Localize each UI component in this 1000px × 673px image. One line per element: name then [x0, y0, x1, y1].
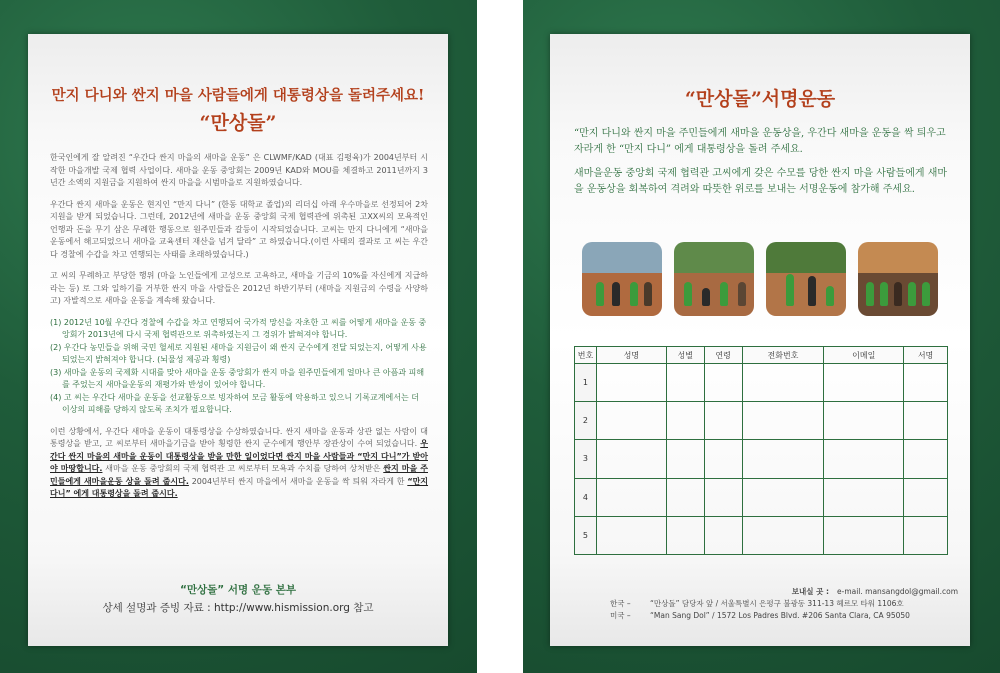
paragraph-1: 한국인에게 잘 알려진 “우간다 싼지 마을의 새마을 운동” 은 CLWMF/KAD (대표 김평육)가 2004년부터 시작한 마을개발 국제 협력 사업이다. 새마을 운동 중앙회는 2009년 KAD와 MOU를 체결하고 2011년까지 3년간 소액의 지원금을 지원하여 싼지 마을을 시범마을로 지원하였습니다.: [50, 153, 428, 187]
flyer-subtitle: “만상돌”: [199, 112, 277, 134]
petition-title: “만상돌”서명운동: [684, 88, 836, 110]
signature-cell[interactable]: [904, 364, 948, 402]
signature-cell[interactable]: [904, 440, 948, 478]
right-page-background: [523, 0, 1000, 673]
table-row: [575, 364, 948, 402]
table-header-row: [575, 347, 948, 364]
village-photo-4: [858, 242, 938, 316]
signature-cell[interactable]: [904, 516, 948, 554]
left-page-background: [0, 0, 477, 673]
age-cell[interactable]: [704, 440, 742, 478]
closing-bold-2: 싼지 마을 주민들에게 새마을운동 상을 돌려 줍시다.: [50, 464, 428, 486]
phone-cell[interactable]: [742, 478, 824, 516]
demand-item-4: (4) 고 씨는 우간다 새마을 운동을 선교활동으로 빙자하여 모금 활동에 악용하고 있으니 기록교계에서는 더 이상의 피해를 당하지 않도록 조치가 필요합니다.: [50, 392, 419, 414]
age-cell[interactable]: [704, 364, 742, 402]
age-cell[interactable]: [704, 478, 742, 516]
header-email: 이메일: [824, 347, 904, 364]
village-photo-1: [582, 242, 662, 316]
photo-strip: [582, 242, 938, 316]
gender-cell[interactable]: [666, 516, 704, 554]
header-phone: 전화번호: [742, 347, 824, 364]
flyer-body: [50, 152, 428, 510]
name-cell[interactable]: [596, 402, 666, 440]
table-row: [575, 478, 948, 516]
email-cell[interactable]: [824, 516, 904, 554]
closing-paragraph: [50, 426, 428, 501]
petition-intro: [574, 126, 952, 206]
age-cell[interactable]: [704, 516, 742, 554]
usa-label: 미국 –: [610, 611, 631, 620]
header-gender: 성별: [666, 347, 704, 364]
demand-item-1: (1) 2012년 10월 우간다 경찰에 수갑을 차고 연행되어 국가적 망신을 자초한 고 씨를 어떻게 새마을 운동 중앙회가 2013년에 다시 국제 협력관으로 위촉하였는지 그 경위가 밝혀져야 합니다.: [50, 317, 427, 339]
village-photo-3: [766, 242, 846, 316]
phone-cell[interactable]: [742, 364, 824, 402]
gender-cell[interactable]: [666, 478, 704, 516]
age-cell[interactable]: [704, 402, 742, 440]
phone-cell[interactable]: [742, 516, 824, 554]
right-petition-sheet: [550, 34, 970, 646]
table-row: [575, 440, 948, 478]
mailing-info: [610, 586, 958, 622]
row-number: 1: [575, 364, 597, 402]
table-row: [575, 402, 948, 440]
korea-line: [610, 598, 958, 610]
row-number: 4: [575, 478, 597, 516]
demand-item-2: (2) 우간다 농민들을 위해 국민 혈세로 지원된 새마을 지원금이 왜 싼지 군수에게 전달 되었는지, 어떻게 사용되었는지 밝혀져야 합니다. (뇌물성 제공과 횡령): [50, 342, 427, 364]
header-age: 연령: [704, 347, 742, 364]
reference-link-text: 상세 설명과 증빙 자료 : http://www.hismission.org 참고: [102, 602, 374, 614]
signature-cell[interactable]: [904, 402, 948, 440]
gender-cell[interactable]: [666, 402, 704, 440]
header-name: 성명: [596, 347, 666, 364]
name-cell[interactable]: [596, 478, 666, 516]
campaign-org: “만상돌” 서명 운동 본부: [179, 584, 297, 596]
name-cell[interactable]: [596, 440, 666, 478]
closing-year: 2004년부터 싼지 마을에서 새마을 운동을 싹 틔워 자라게 한: [191, 476, 405, 486]
closing-mid: 새마을 운동 중앙회의 국제 협력관 고 씨로부터 모욕과 수치를 당하여 상처받은: [105, 464, 381, 473]
signature-cell[interactable]: [904, 478, 948, 516]
village-photo-2: [674, 242, 754, 316]
flyer-headline: 만지 다니와 싼지 마을 사람들에게 대통령상을 돌려주세요!: [51, 87, 425, 104]
name-cell[interactable]: [596, 364, 666, 402]
demands-list: [50, 317, 428, 417]
left-flyer-sheet: [28, 34, 448, 646]
phone-cell[interactable]: [742, 402, 824, 440]
email-cell[interactable]: [824, 402, 904, 440]
gender-cell[interactable]: [666, 440, 704, 478]
table-row: [575, 516, 948, 554]
name-cell[interactable]: [596, 516, 666, 554]
send-label: 보내실 곳 :: [791, 587, 829, 596]
closing-intro: 이런 상황에서, 우간다 새마을 운동이 대통령상을 수상하였습니다. 싼지 새마을 운동과 상관 없는 사람이 대통령상을 받고, 고 씨로부터 새마을기금을 받아 횡령한 싼지 군수에게 행안부 장관상이 수여 되었습니다.: [50, 426, 428, 448]
paragraph-2: 우간다 싼지 새마을 운동은 현지인 “만지 다니” (한동 대학교 졸업)의 리더십 아래 우수마을로 선정되어 2차 지원을 받게 되었습니다. 그런데, 2012년에 새마을 운동 중앙회 국제 협력관에 위촉된 고XX씨의 모욕적인 언행과 돈을 무기 삼은 무례한 행동으로 원주민들과 갈등이 시작되었습니다. 고씨는 만지 다니에게 “새마을 운동에서 해고되었으니 새마을 교육센터 재산을 넘겨 달라” 고 하였습니다.(이런 사태의 결과로 고 씨는 우간다 경찰에 수갑을 차고 연행되는 사태를 초래하였습니다.): [50, 199, 428, 259]
demand-item-3: (3) 새마을 운동의 국제화 시대를 맞아 새마을 운동 중앙회가 싼지 마을 원주민들에게 얼마나 큰 아픔과 피해를 주었는지 새마을운동의 재평가와 반성이 있어야 합니다.: [50, 367, 425, 389]
phone-cell[interactable]: [742, 440, 824, 478]
closing-bold-3: “만지 다니” 에게 대통령상을 돌려 줍시다.: [50, 476, 429, 498]
korea-label: 한국 –: [610, 599, 631, 608]
intro-paragraph-2: 새마을운동 중앙회 국제 협력관 고씨에게 갖은 수모를 당한 싼지 마을 사람들에게 새마을 운동상을 회복하여 격려와 따뜻한 위로를 보내는 서명운동에 참가해 주세요.: [574, 168, 948, 195]
email-cell[interactable]: [824, 478, 904, 516]
email-cell[interactable]: [824, 364, 904, 402]
header-signature: 서명: [904, 347, 948, 364]
row-number: 3: [575, 440, 597, 478]
header-number: 번호: [575, 347, 597, 364]
signature-table: [574, 346, 948, 555]
email-cell[interactable]: [824, 440, 904, 478]
korea-address: “만상돌” 담당자 앞 / 서울특별시 은평구 불광동 311-13 헤르모 타워 1106호: [650, 599, 904, 608]
email-line: [610, 586, 958, 598]
paragraph-3: 고 씨의 무례하고 부당한 행위 (마을 노인들에게 고성으로 고욕하고, 새마을 기금의 10%를 자신에게 지급하라는 등) 로 그와 일하기를 거부한 싼지 마을 사람들은 2012년 하반기부터 (새마을 지원금의 수령을 사양하고) 자발적으로 새마을 운동을 계속해 왔습니다.: [50, 271, 428, 305]
row-number: 2: [575, 402, 597, 440]
row-number: 5: [575, 516, 597, 554]
usa-address: “Man Sang Dol” / 1572 Los Padres Blvd. #206 Santa Clara, CA 95050: [650, 611, 910, 620]
gender-cell[interactable]: [666, 364, 704, 402]
contact-email: e-mail. mansangdol@gmail.com: [837, 587, 958, 596]
closing-bold-1: 우간다 싼지 마을의 새마을 운동이 대통령상을 받을 만한 일이었다면 싼지 마을 사람들과 “만지 다니”가 받아야 마땅합니다.: [50, 439, 428, 473]
usa-line: [610, 610, 958, 622]
intro-paragraph-1: “만지 다니와 싼지 마을 주민들에게 새마을 운동상을, 우간다 새마을 운동을 싹 틔우고 자라게 한 “만지 다니” 에게 대통령상을 돌려 주세요.: [574, 128, 946, 155]
